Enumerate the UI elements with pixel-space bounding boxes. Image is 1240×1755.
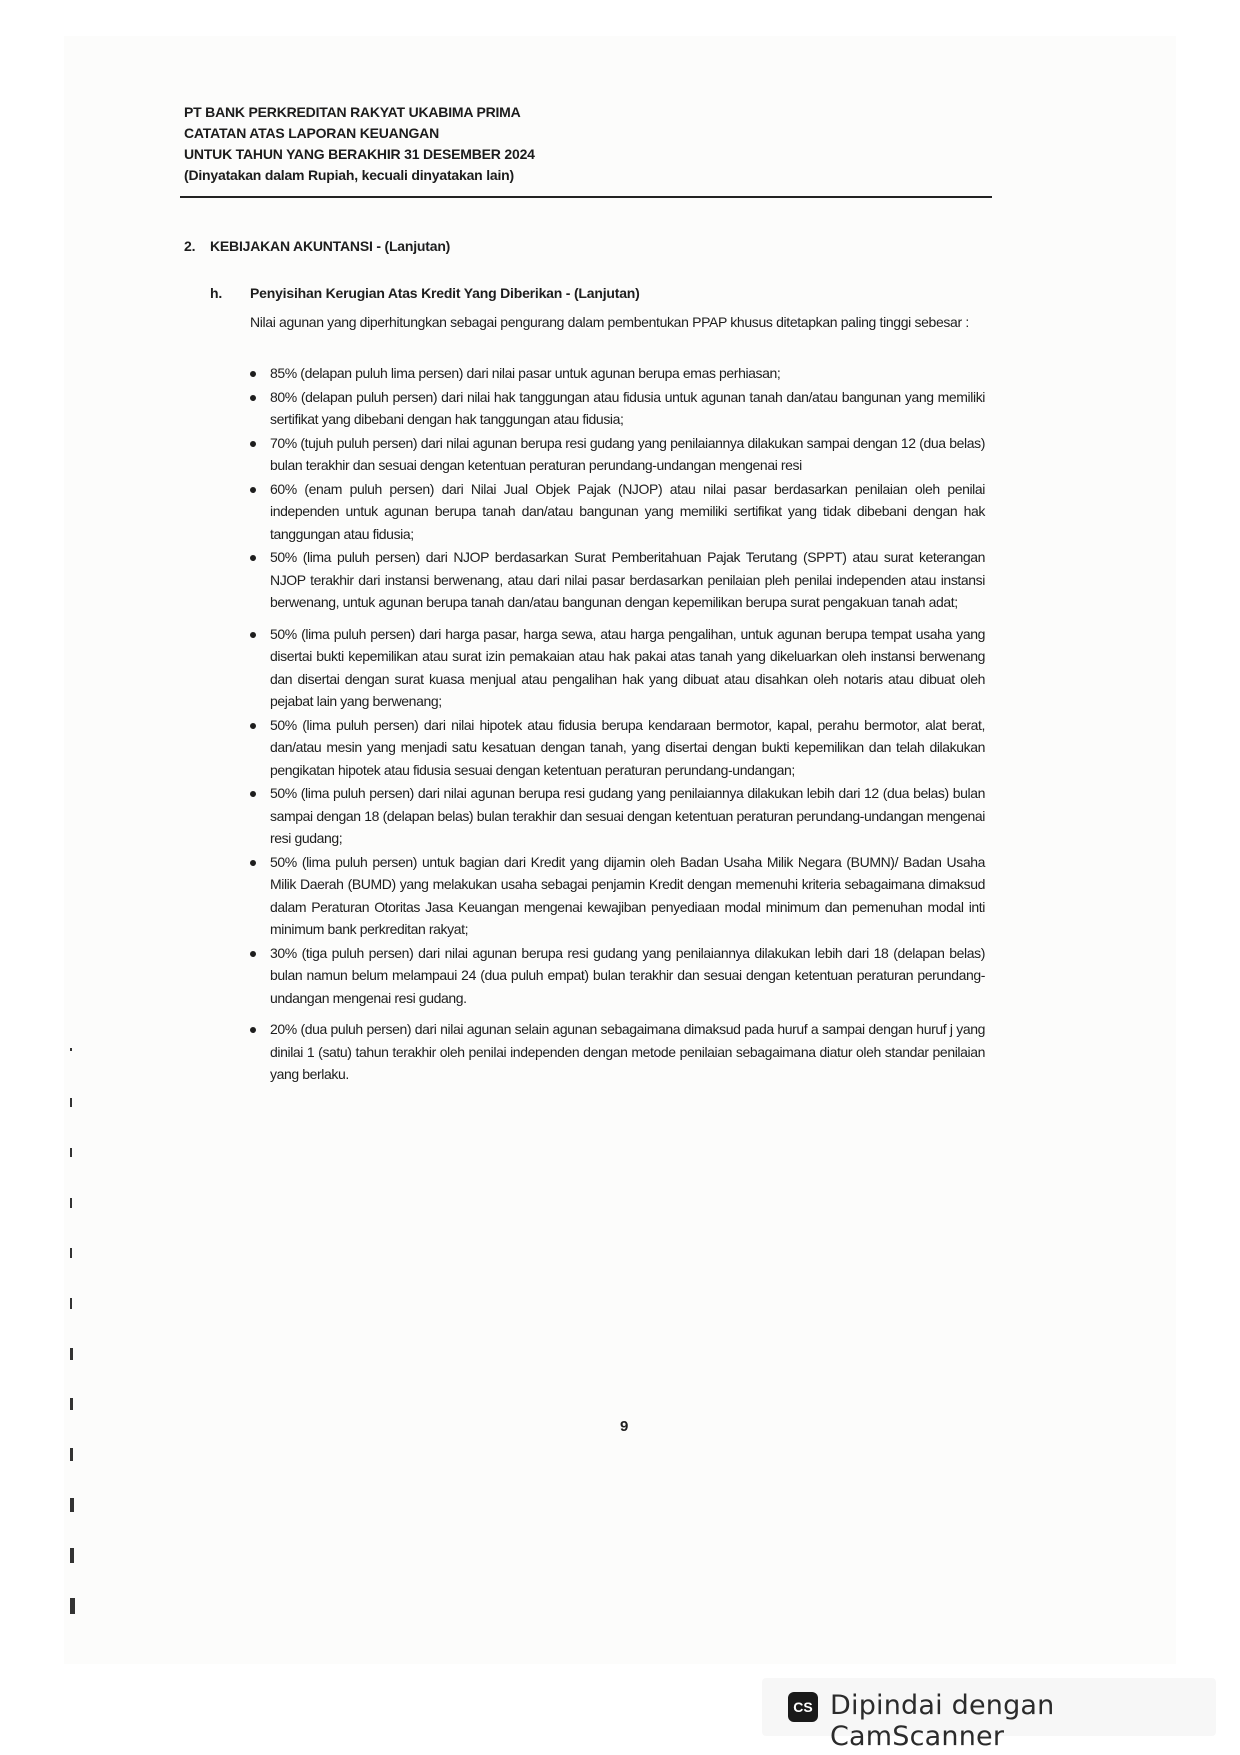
scan-mark	[70, 1048, 72, 1051]
scan-mark	[70, 1348, 73, 1360]
subsection-letter: h.	[210, 285, 223, 301]
scan-mark	[70, 1248, 72, 1258]
list-item: 20% (dua puluh persen) dari nilai agunan selain agunan sebagaimana dimaksud pada huruf a sampai dengan huruf j yang dinilai 1 (satu) tahun terakhir oleh penilai independen dengan metode penilaian sebagaimana diatur oleh standar penilaian yang berlaku.	[250, 1018, 985, 1086]
currency-note: (Dinyatakan dalam Rupiah, kecuali dinyatakan lain)	[184, 167, 514, 183]
camscanner-logo-icon: CS	[788, 1692, 818, 1722]
section-number: 2.	[184, 238, 196, 254]
section-title: KEBIJAKAN AKUNTANSI - (Lanjutan)	[210, 238, 451, 254]
bullet-icon	[250, 1027, 256, 1033]
list-item: 50% (lima puluh persen) dari nilai agunan berupa resi gudang yang penilaiannya dilakukan lebih dari 12 (dua belas) bulan sampai dengan 18 (delapan belas) bulan terakhir dan sesuai dengan ketentuan peraturan perundang-undangan mengenai resi gudang;	[250, 782, 985, 850]
bullet-icon	[250, 632, 256, 638]
bullet-icon	[250, 555, 256, 561]
scan-mark	[70, 1398, 73, 1410]
list-item: 60% (enam puluh persen) dari Nilai Jual Objek Pajak (NJOP) atau nilai pasar berdasarkan penilaian oleh penilai independen untuk agunan berupa tanah dan/atau bangunan yang memiliki sertifikat yang tidak dibebani dengan hak tanggungan atau fidusia;	[250, 478, 985, 546]
scan-mark	[70, 1498, 74, 1512]
subsection-heading	[210, 285, 640, 301]
scan-mark	[70, 1148, 72, 1157]
list-item: 80% (delapan puluh persen) dari nilai hak tanggungan atau fidusia untuk agunan tanah dan/atau bangunan yang memiliki sertifikat yang dibebani dengan hak tanggungan atau fidusia;	[250, 386, 985, 431]
bullet-icon	[250, 371, 256, 377]
page-number: 9	[620, 1418, 629, 1435]
report-title: CATATAN ATAS LAPORAN KEUANGAN	[184, 125, 439, 141]
section-heading	[184, 238, 450, 254]
camscanner-text: Dipindai dengan CamScanner	[830, 1690, 1055, 1752]
bullet-icon	[250, 441, 256, 447]
subsection-title: Penyisihan Kerugian Atas Kredit Yang Diberikan - (Lanjutan)	[250, 285, 640, 301]
list-item: 50% (lima puluh persen) dari NJOP berdasarkan Surat Pemberitahuan Pajak Terutang (SPPT) atau surat keterangan NJOP terakhir dari instansi berwenang, atau dari nilai pasar berdasarkan penilaian pleh penilai independen atau instansi berwenang, untuk agunan berupa tanah dan/atau bangunan dengan kepemilikan berupa surat pengakuan tanah adat;	[250, 546, 985, 614]
bullet-icon	[250, 791, 256, 797]
list-item: 50% (lima puluh persen) dari harga pasar, harga sewa, atau harga pengalihan, untuk agunan berupa tempat usaha yang disertai bukti kepemilikan atau surat izin pemakaian atau hak pakai atas tanah yang dikeluarkan oleh instansi berwenang dan disertai dengan surat kuasa menjual atau pengalihan hak yang dibuat atau disahkan oleh notaris atau dibuat oleh pejabat lain yang berwenang;	[250, 623, 985, 713]
collateral-list	[250, 362, 985, 1087]
camscanner-watermark	[762, 1678, 1216, 1752]
scan-mark	[70, 1448, 73, 1461]
bullet-icon	[250, 860, 256, 866]
scan-mark	[70, 1298, 72, 1309]
header-divider	[180, 196, 992, 198]
bullet-icon	[250, 951, 256, 957]
report-period: UNTUK TAHUN YANG BERAKHIR 31 DESEMBER 2024	[184, 146, 535, 162]
scan-mark	[70, 1598, 75, 1614]
intro-paragraph: Nilai agunan yang diperhitungkan sebagai pengurang dalam pembentukan PPAP khusus ditetapkan paling tinggi sebesar :	[250, 314, 969, 330]
list-item: 50% (lima puluh persen) untuk bagian dari Kredit yang dijamin oleh Badan Usaha Milik Negara (BUMN)/ Badan Usaha Milik Daerah (BUMD) yang melakukan usaha sebagai penjamin Kredit dengan memenuhi kriteria sebagaimana dimaksud dalam Peraturan Otoritas Jasa Keuangan mengenai kewajiban penyediaan modal minimum dan pemenuhan modal inti minimum bank perkreditan rakyat;	[250, 851, 985, 941]
bullet-icon	[250, 723, 256, 729]
list-item: 50% (lima puluh persen) dari nilai hipotek atau fidusia berupa kendaraan bermotor, kapal, perahu bermotor, alat berat, dan/atau mesin yang menjadi satu kesatuan dengan tanah, yang disertai dengan bukti kepemilikan dan telah dilakukan pengikatan hipotek atau fidusia sesuai dengan ketentuan peraturan perundang-undangan;	[250, 714, 985, 782]
list-item: 30% (tiga puluh persen) dari nilai agunan berupa resi gudang yang penilaiannya dilakukan lebih dari 18 (delapan belas) bulan namun belum melampaui 24 (dua puluh empat) bulan terakhir dan sesuai dengan ketentuan peraturan perundang-undangan mengenai resi gudang.	[250, 942, 985, 1010]
scan-mark	[70, 1098, 72, 1107]
report-header	[184, 102, 984, 186]
scan-mark	[70, 1548, 74, 1563]
list-item: 85% (delapan puluh lima persen) dari nilai pasar untuk agunan berupa emas perhiasan;	[250, 362, 985, 385]
list-item: 70% (tujuh puluh persen) dari nilai agunan berupa resi gudang yang penilaiannya dilakukan sampai dengan 12 (dua belas) bulan terakhir dan sesuai dengan ketentuan peraturan perundang-undangan mengenai resi	[250, 432, 985, 477]
bullet-icon	[250, 395, 256, 401]
company-name: PT BANK PERKREDITAN RAKYAT UKABIMA PRIMA	[184, 104, 521, 120]
scan-mark	[70, 1198, 72, 1208]
bullet-icon	[250, 487, 256, 493]
